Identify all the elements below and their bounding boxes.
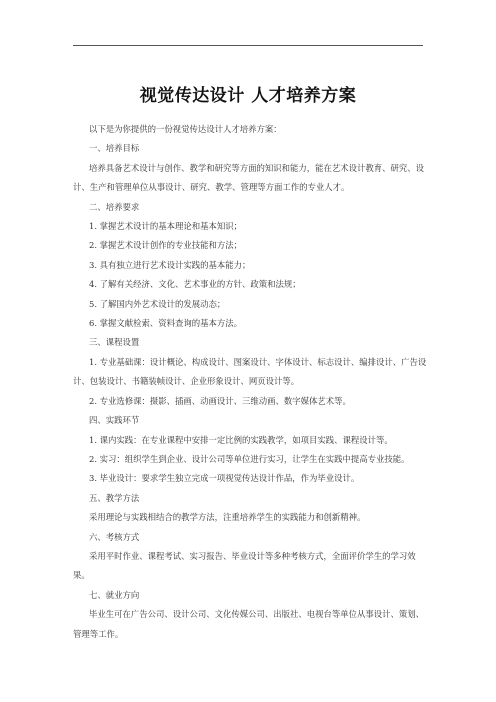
intro-text: 以下是为你提供的一份视觉传达设计人才培养方案： xyxy=(89,124,282,134)
section-heading-requirements: 二、培养要求 xyxy=(89,201,140,212)
list-item: 4. 了解有关经济、文化、艺术事业的方针、政策和法规； xyxy=(89,279,301,290)
list-item: 1. 掌握艺术设计的基本理论和基本知识； xyxy=(89,221,243,232)
section-heading-courses: 三、课程设置 xyxy=(89,337,140,348)
section-heading-assessment: 六、考核方式 xyxy=(89,531,140,542)
document-title: 视觉传达设计 人才培养方案 xyxy=(139,86,357,106)
list-item: 6. 掌握文献检索、资料查询的基本方法。 xyxy=(89,318,243,329)
document-body xyxy=(73,120,429,644)
section-body-methods: 采用理论与实践相结合的教学方法，注重培养学生的实践能力和创新精神。 xyxy=(89,512,366,523)
section-body-assessment: 采用平时作业、课程考试、实习报告、毕业设计等多种考核方式，全面评价学生的学习效果。 xyxy=(73,550,416,581)
section-heading-goals: 一、培养目标 xyxy=(89,143,140,154)
section-heading-methods: 五、教学方法 xyxy=(89,492,140,503)
list-item: 2. 专业选修课：摄影、插画、动画设计、三维动画、数字媒体艺术等。 xyxy=(89,395,351,406)
header-rule xyxy=(73,45,423,46)
section-heading-practice: 四、实践环节 xyxy=(89,415,140,426)
list-item: 2. 掌握艺术设计创作的专业技能和方法； xyxy=(89,240,243,251)
list-item: 5. 了解国内外艺术设计的发展动态； xyxy=(89,298,226,309)
section-body-goals: 培养具备艺术设计与创作、教学和研究等方面的知识和能力，能在艺术设计教育、研究、设计、生产和管理单位从事设计、研究、教学、管理等方面工作的专业人才。 xyxy=(73,162,424,193)
list-item: 3. 毕业设计：要求学生独立完成一项视觉传达设计作品，作为毕业设计。 xyxy=(89,473,360,484)
list-item: 3. 具有独立进行艺术设计实践的基本能力； xyxy=(89,259,251,270)
list-item: 1. 专业基础课：设计概论、构成设计、图案设计、字体设计、标志设计、编排设计、广告设计、包装设计、书籍装帧设计、企业形象设计、网页设计等。 xyxy=(73,356,427,387)
list-item: 2. 实习：组织学生到企业、设计公司等单位进行实习，让学生在实践中提高专业技能。 xyxy=(89,453,410,464)
section-body-employment: 毕业生可在广告公司、设计公司、文化传媒公司、出版社、电视台等单位从事设计、策划、管理等工作。 xyxy=(73,609,424,639)
section-heading-employment: 七、就业方向 xyxy=(89,589,140,600)
list-item: 1. 课内实践：在专业课程中安排一定比例的实践教学，如项目实践、课程设计等。 xyxy=(89,434,393,445)
